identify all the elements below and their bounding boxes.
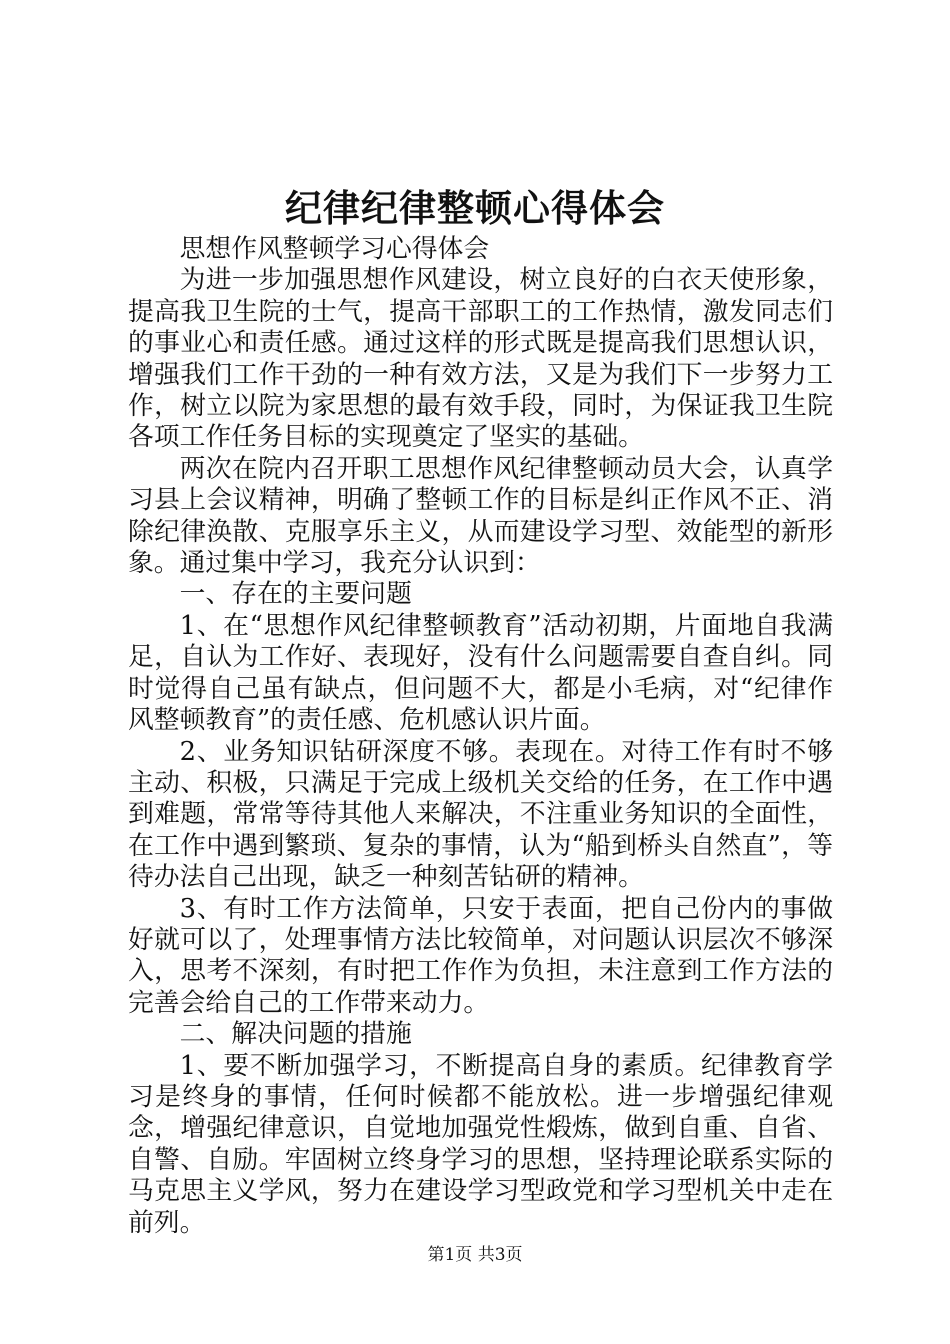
paragraph: 两次在院内召开职工思想作风纪律整顿动员大会，认真学习县上会议精神，明确了整顿工作的目标是纠正作风不正、消除纪律涣散、克服享乐主义，从而建设学习型、效能型的新形象。通过集中学习，我充分认识到： — [128, 453, 833, 579]
paragraph: 1、在“思想作风纪律整顿教育”活动初期，片面地自我满足，自认为工作好、表现好，没有什么问题需要自查自纠。同时觉得自己虽有缺点，但问题不大，都是小毛病，对“纪律作风整顿教育”的责任感、危机感认识片面。 — [128, 610, 833, 736]
page-footer: 第1页 共3页 — [427, 1245, 523, 1265]
document-body — [128, 234, 833, 1239]
paragraph: 1、要不断加强学习，不断提高自身的素质。纪律教育学习是终身的事情，任何时候都不能放松。进一步增强纪律观念，增强纪律意识，自觉地加强党性煅炼，做到自重、自省、自警、自励。牢固树立终身学习的思想，坚持理论联系实际的马克思主义学风，努力在建设学习型政党和学习型机关中走在前列。 — [128, 1050, 833, 1238]
document-title: 纪律纪律整顿心得体会 — [285, 186, 665, 230]
paragraph: 为进一步加强思想作风建设，树立良好的白衣天使形象，提高我卫生院的士气，提高干部职工的工作热情，激发同志们的事业心和责任感。通过这样的形式既是提高我们思想认识，增强我们工作干劲的一种有效方法，又是为我们下一步努力工作，树立以院为家思想的最有效手段，同时，为保证我卫生院各项工作任务目标的实现奠定了坚实的基础。 — [128, 265, 833, 453]
paragraph-subtitle: 思想作风整顿学习心得体会 — [179, 234, 490, 264]
section-heading: 二、解决问题的措施 — [179, 1019, 412, 1050]
paragraph: 2、业务知识钻研深度不够。表现在。对待工作有时不够主动、积极，只满足于完成上级机关交给的任务，在工作中遇到难题，常常等待其他人来解决，不注重业务知识的全面性，在工作中遇到繁琐、复杂的事情，认为“船到桥头自然直”，等待办法自己出现，缺乏一种刻苦钻研的精神。 — [128, 736, 833, 893]
section-heading: 一、存在的主要问题 — [179, 579, 412, 610]
paragraph: 3、有时工作方法简单，只安于表面，把自己份内的事做好就可以了，处理事情方法比较简单，对问题认识层次不够深入，思考不深刻，有时把工作作为负担，未注意到工作方法的完善会给自己的工作带来动力。 — [128, 893, 833, 1018]
